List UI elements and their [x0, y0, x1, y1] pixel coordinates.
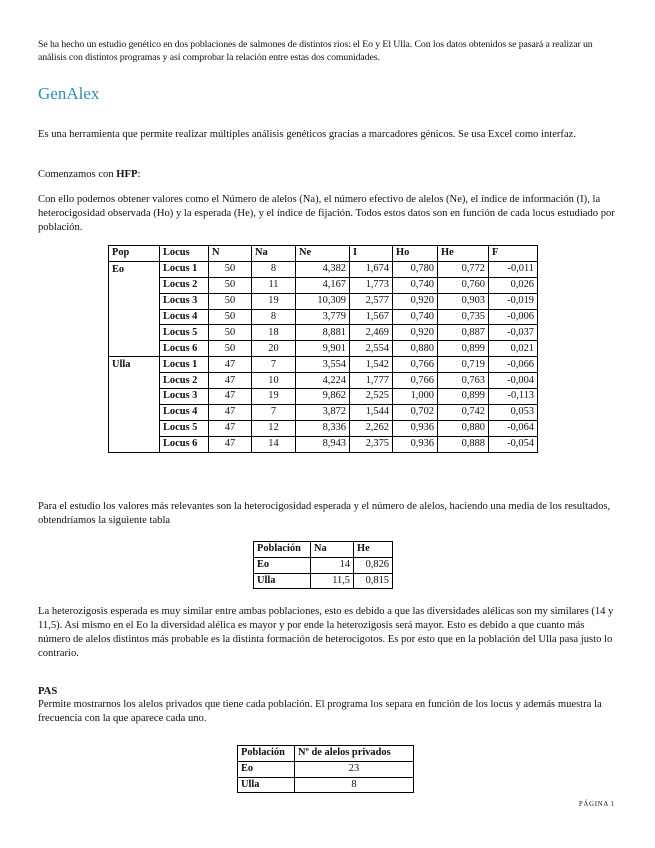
cell-he: 0,742: [438, 404, 489, 420]
cell-he: 0,772: [438, 261, 489, 277]
table-row: [109, 357, 538, 373]
cell-i: 1,777: [350, 373, 393, 389]
cell-ho: 0,766: [393, 373, 438, 389]
header-he: He: [438, 246, 489, 262]
mean-cell-he: 0,826: [354, 557, 393, 573]
cell-ne: 9,901: [296, 341, 350, 357]
cell-f: -0,037: [489, 325, 538, 341]
cell-f: -0,054: [489, 436, 538, 452]
cell-ho: 0,936: [393, 436, 438, 452]
table-row: [109, 404, 538, 420]
cell-locus: Locus 1: [160, 357, 209, 373]
cell-locus: Locus 3: [160, 389, 209, 405]
cell-he: 0,735: [438, 309, 489, 325]
cell-ne: 8,943: [296, 436, 350, 452]
cell-na: 12: [252, 420, 296, 436]
cell-na: 10: [252, 373, 296, 389]
table-row: [254, 557, 393, 573]
cell-na: 7: [252, 404, 296, 420]
cell-ho: 1,000: [393, 389, 438, 405]
header-n: N: [209, 246, 252, 262]
mean-cell-pop: Ulla: [254, 573, 311, 589]
cell-ho: 0,880: [393, 341, 438, 357]
cell-na: 8: [252, 261, 296, 277]
cell-pop: [109, 277, 160, 293]
cell-pop: [109, 404, 160, 420]
cell-locus: Locus 2: [160, 277, 209, 293]
hfp-bold: HFP: [116, 169, 138, 180]
cell-pop: [109, 293, 160, 309]
header-na: Na: [252, 246, 296, 262]
cell-ne: 9,862: [296, 389, 350, 405]
cell-i: 2,525: [350, 389, 393, 405]
genalex-description: Es una herramienta que permite realizar múltiples análisis genéticos gracias a marcadores génicos. Se usa Excel como interfaz.: [38, 129, 577, 140]
table-row: [109, 309, 538, 325]
cell-na: 19: [252, 293, 296, 309]
cell-na: 19: [252, 389, 296, 405]
mean-cell-he: 0,815: [354, 573, 393, 589]
cell-n: 50: [209, 261, 252, 277]
cell-i: 2,262: [350, 420, 393, 436]
cell-ho: 0,936: [393, 420, 438, 436]
cell-na: 20: [252, 341, 296, 357]
cell-n: 47: [209, 436, 252, 452]
cell-pop: [109, 325, 160, 341]
cell-i: 2,554: [350, 341, 393, 357]
cell-locus: Locus 4: [160, 404, 209, 420]
cell-n: 47: [209, 389, 252, 405]
mean-table-header-row: [254, 542, 393, 558]
header-locus: Locus: [160, 246, 209, 262]
cell-i: 1,773: [350, 277, 393, 293]
cell-he: 0,899: [438, 341, 489, 357]
hfp-table: [108, 245, 538, 453]
cell-he: 0,888: [438, 436, 489, 452]
cell-f: 0,053: [489, 404, 538, 420]
cell-ho: 0,740: [393, 277, 438, 293]
cell-locus: Locus 5: [160, 325, 209, 341]
pas-heading: PAS: [38, 686, 58, 697]
cell-n: 47: [209, 420, 252, 436]
cell-na: 11: [252, 277, 296, 293]
cell-pop: [109, 341, 160, 357]
cell-ne: 3,872: [296, 404, 350, 420]
mean-header-poblacion: Población: [254, 542, 311, 558]
cell-f: -0,006: [489, 309, 538, 325]
table-row: [109, 293, 538, 309]
cell-i: 1,544: [350, 404, 393, 420]
cell-n: 50: [209, 325, 252, 341]
pas-header-poblacion: Población: [238, 746, 295, 762]
pas-cell-pop: Ulla: [238, 777, 295, 793]
cell-n: 47: [209, 357, 252, 373]
cell-f: 0,021: [489, 341, 538, 357]
cell-ne: 8,881: [296, 325, 350, 341]
cell-locus: Locus 4: [160, 309, 209, 325]
cell-locus: Locus 6: [160, 341, 209, 357]
cell-he: 0,887: [438, 325, 489, 341]
cell-he: 0,760: [438, 277, 489, 293]
cell-na: 14: [252, 436, 296, 452]
page-footer: PÁGINA 1: [578, 800, 615, 808]
genalex-heading: GenAlex: [38, 84, 100, 103]
pas-cell-count: 23: [295, 761, 414, 777]
cell-i: 2,577: [350, 293, 393, 309]
cell-he: 0,719: [438, 357, 489, 373]
cell-f: -0,066: [489, 357, 538, 373]
cell-ne: 3,554: [296, 357, 350, 373]
cell-ho: 0,920: [393, 325, 438, 341]
table-row: [238, 777, 414, 793]
cell-pop: [109, 389, 160, 405]
cell-ho: 0,780: [393, 261, 438, 277]
cell-f: -0,004: [489, 373, 538, 389]
cell-locus: Locus 5: [160, 420, 209, 436]
header-ho: Ho: [393, 246, 438, 262]
table-row: [109, 277, 538, 293]
table-row: [238, 761, 414, 777]
cell-n: 47: [209, 373, 252, 389]
cell-i: 2,375: [350, 436, 393, 452]
cell-na: 8: [252, 309, 296, 325]
cell-locus: Locus 3: [160, 293, 209, 309]
cell-locus: Locus 6: [160, 436, 209, 452]
table-row: [254, 573, 393, 589]
cell-pop: [109, 420, 160, 436]
hfp-prefix: Comenzamos con: [38, 169, 117, 180]
cell-na: 18: [252, 325, 296, 341]
pas-header-private-alleles: Nº de alelos privados: [295, 746, 414, 762]
cell-f: -0,019: [489, 293, 538, 309]
cell-f: -0,064: [489, 420, 538, 436]
cell-n: 50: [209, 277, 252, 293]
cell-n: 50: [209, 341, 252, 357]
pas-cell-pop: Eo: [238, 761, 295, 777]
pas-table-header-row: [238, 746, 414, 762]
cell-pop: Eo: [109, 261, 160, 277]
cell-na: 7: [252, 357, 296, 373]
cell-i: 2,469: [350, 325, 393, 341]
cell-ho: 0,766: [393, 357, 438, 373]
cell-f: -0,113: [489, 389, 538, 405]
header-pop: Pop: [109, 246, 160, 262]
cell-ho: 0,702: [393, 404, 438, 420]
header-f: F: [489, 246, 538, 262]
mean-paragraph: Para el estudio los valores más relevantes son la heterocigosidad esperada y el número de alelos, haciendo una media de los resultados, obtendríamos la siguiente tabla: [38, 501, 611, 526]
cell-f: -0,011: [489, 261, 538, 277]
cell-he: 0,880: [438, 420, 489, 436]
table-row: [109, 325, 538, 341]
table-row: [109, 373, 538, 389]
table-row: [109, 261, 538, 277]
header-ne: Ne: [296, 246, 350, 262]
cell-i: 1,674: [350, 261, 393, 277]
cell-ne: 10,309: [296, 293, 350, 309]
mean-cell-na: 14: [311, 557, 354, 573]
cell-ne: 4,224: [296, 373, 350, 389]
table-row: [109, 420, 538, 436]
intro-paragraph: Se ha hecho un estudio genético en dos poblaciones de salmones de distintos ríos: el Eo y El Ulla. Con los datos obtenidos se pasará a realizar un análisis con distintos programas y así comprobar la relación entre estas dos comunidades.: [38, 39, 593, 63]
cell-pop: Ulla: [109, 357, 160, 373]
hfp-description: Con ello podemos obtener valores como el Número de alelos (Na), el número efectivo de alelos (Ne), el índice de información (I), la heterocigosidad observada (Ho) y la esperada (He), y el índice de fijación. Todos estos datos son en función de cada locus estudiado por población.: [38, 194, 615, 233]
cell-he: 0,899: [438, 389, 489, 405]
cell-ne: 4,382: [296, 261, 350, 277]
cell-he: 0,763: [438, 373, 489, 389]
cell-n: 47: [209, 404, 252, 420]
mean-cell-na: 11,5: [311, 573, 354, 589]
table-row: [109, 389, 538, 405]
hfp-table-body: [109, 261, 538, 452]
mean-header-na: Na: [311, 542, 354, 558]
cell-pop: [109, 436, 160, 452]
pas-table: [237, 745, 414, 793]
cell-pop: [109, 309, 160, 325]
cell-f: 0,026: [489, 277, 538, 293]
cell-ho: 0,920: [393, 293, 438, 309]
hfp-suffix: :: [137, 169, 141, 180]
cell-pop: [109, 373, 160, 389]
pas-description: Permite mostrarnos los alelos privados que tiene cada población. El programa los separa en función de los locus y además muestra la frecuencia con la que aparece cada uno.: [38, 699, 602, 724]
cell-ne: 3,779: [296, 309, 350, 325]
hfp-intro: [38, 168, 618, 182]
cell-i: 1,542: [350, 357, 393, 373]
cell-n: 50: [209, 293, 252, 309]
cell-i: 1,567: [350, 309, 393, 325]
cell-locus: Locus 1: [160, 261, 209, 277]
cell-ne: 4,167: [296, 277, 350, 293]
header-i: I: [350, 246, 393, 262]
cell-n: 50: [209, 309, 252, 325]
hfp-table-header-row: [109, 246, 538, 262]
mean-table: [253, 541, 393, 589]
cell-ho: 0,740: [393, 309, 438, 325]
mean-cell-pop: Eo: [254, 557, 311, 573]
pas-cell-count: 8: [295, 777, 414, 793]
table-row: [109, 436, 538, 452]
cell-he: 0,903: [438, 293, 489, 309]
mean-header-he: He: [354, 542, 393, 558]
heterozygosis-paragraph: La heterozigosis esperada es muy similar entre ambas poblaciones, esto es debido a que las diversidades alélicas son my similares (14 y 11,5). Así mismo en el Eo la diversidad alélica es mayor y por ende la heterozigosis será mayor. Esto es debido a que cuanto más número de alelos distintos más probable es la distinta formación de heterocigotos. Es por esto que en la población del Ulla pasa justo lo contrario.: [38, 606, 614, 659]
table-row: [109, 341, 538, 357]
cell-ne: 8,336: [296, 420, 350, 436]
cell-locus: Locus 2: [160, 373, 209, 389]
